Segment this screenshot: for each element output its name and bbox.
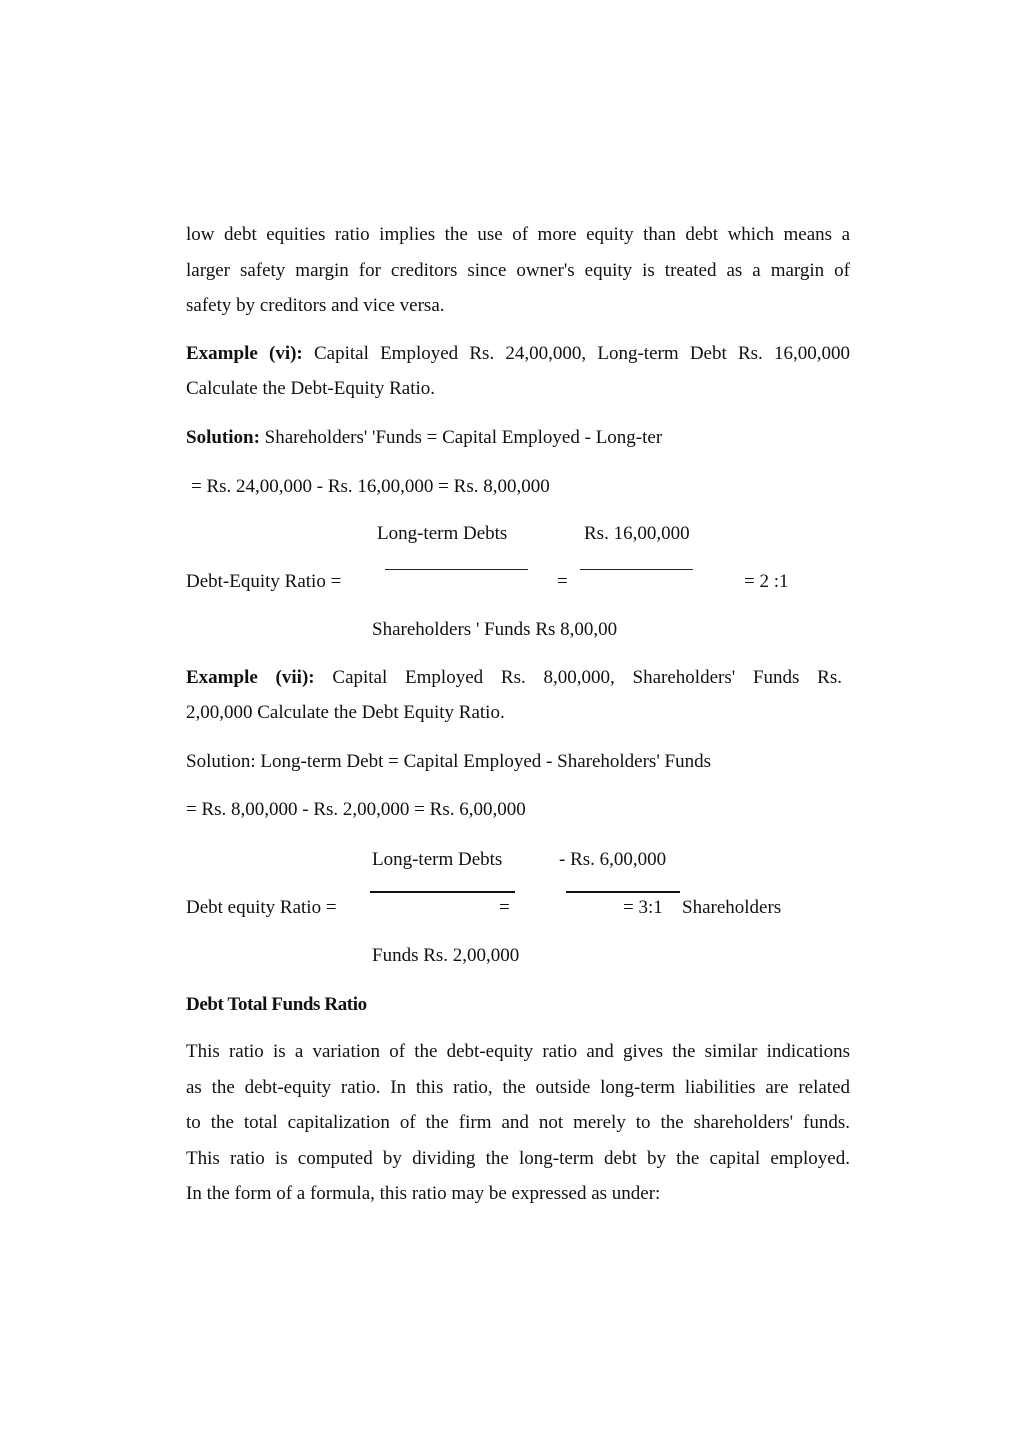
solution-vi-text: Shareholders' 'Funds = Capital Employed - Long-ter xyxy=(264,427,663,448)
example-vi-line xyxy=(186,344,850,363)
example-vi-label: Example (vi): xyxy=(186,343,303,364)
section-heading: Debt Total Funds Ratio xyxy=(186,994,367,1015)
paragraph-line: safety by creditors and vice versa. xyxy=(186,295,445,316)
fraction-vii-result: = 3:1 xyxy=(623,897,663,918)
paragraph-line: larger safety margin for creditors since owner's equity is treated as a margin of xyxy=(186,260,850,281)
example-vii-line2: 2,00,000 Calculate the Debt Equity Ratio. xyxy=(186,702,505,723)
solution-vi-label: Solution: xyxy=(186,427,260,448)
solution-vi-computation: = Rs. 24,00,000 - Rs. 16,00,000 = Rs. 8,00,000 xyxy=(191,476,550,497)
fraction-vii-numerator-right: - Rs. 6,00,000 xyxy=(559,849,667,870)
section-line: This ratio is a variation of the debt-equity ratio and gives the similar indications xyxy=(186,1041,850,1062)
example-vi-text: Capital Employed Rs. 24,00,000, Long-term Debt Rs. 16,00,000 xyxy=(313,343,851,364)
fraction-vii-bar-left xyxy=(370,891,515,893)
fraction-vi-bar-right xyxy=(580,569,693,570)
section-line: as the debt-equity ratio. In this ratio, the outside long-term liabilities are related xyxy=(186,1077,850,1098)
example-vii-line xyxy=(186,668,842,687)
fraction-vi-ratio-label: Debt-Equity Ratio = xyxy=(186,571,342,592)
fraction-vi-result: = 2 :1 xyxy=(744,571,789,592)
solution-vi-line xyxy=(186,428,662,447)
fraction-vii-ratio-label: Debt equity Ratio = xyxy=(186,897,337,918)
fraction-vi-denominator: Shareholders ' Funds Rs 8,00,00 xyxy=(372,619,618,640)
example-vii-label: Example (vii): xyxy=(186,667,315,688)
fraction-vii-numerator-left: Long-term Debts xyxy=(372,849,503,870)
fraction-vii-result-tail: Shareholders xyxy=(682,897,782,918)
fraction-vi-numerator-right: Rs. 16,00,000 xyxy=(584,523,690,544)
solution-vii-line: Solution: Long-term Debt = Capital Employed - Shareholders' Funds xyxy=(186,751,711,772)
fraction-vi-bar-left xyxy=(385,569,528,570)
fraction-vii-equals: = xyxy=(499,897,510,918)
example-vii-text: Capital Employed Rs. 8,00,000, Shareholders' Funds Rs. xyxy=(332,667,842,688)
section-line: In the form of a formula, this ratio may be expressed as under: xyxy=(186,1183,661,1204)
section-line: to the total capitalization of the firm and not merely to the shareholders' funds. xyxy=(186,1112,850,1133)
example-vi-line2: Calculate the Debt-Equity Ratio. xyxy=(186,378,436,399)
section-line: This ratio is computed by dividing the long-term debt by the capital employed. xyxy=(186,1148,850,1169)
fraction-vii-bar-right xyxy=(566,891,680,893)
fraction-vi-numerator-left: Long-term Debts xyxy=(377,523,508,544)
solution-vii-computation: = Rs. 8,00,000 - Rs. 2,00,000 = Rs. 6,00,000 xyxy=(186,799,526,820)
paragraph-line: low debt equities ratio implies the use of more equity than debt which means a xyxy=(186,224,850,245)
fraction-vi-equals: = xyxy=(557,571,568,592)
fraction-vii-denominator: Funds Rs. 2,00,000 xyxy=(372,945,520,966)
